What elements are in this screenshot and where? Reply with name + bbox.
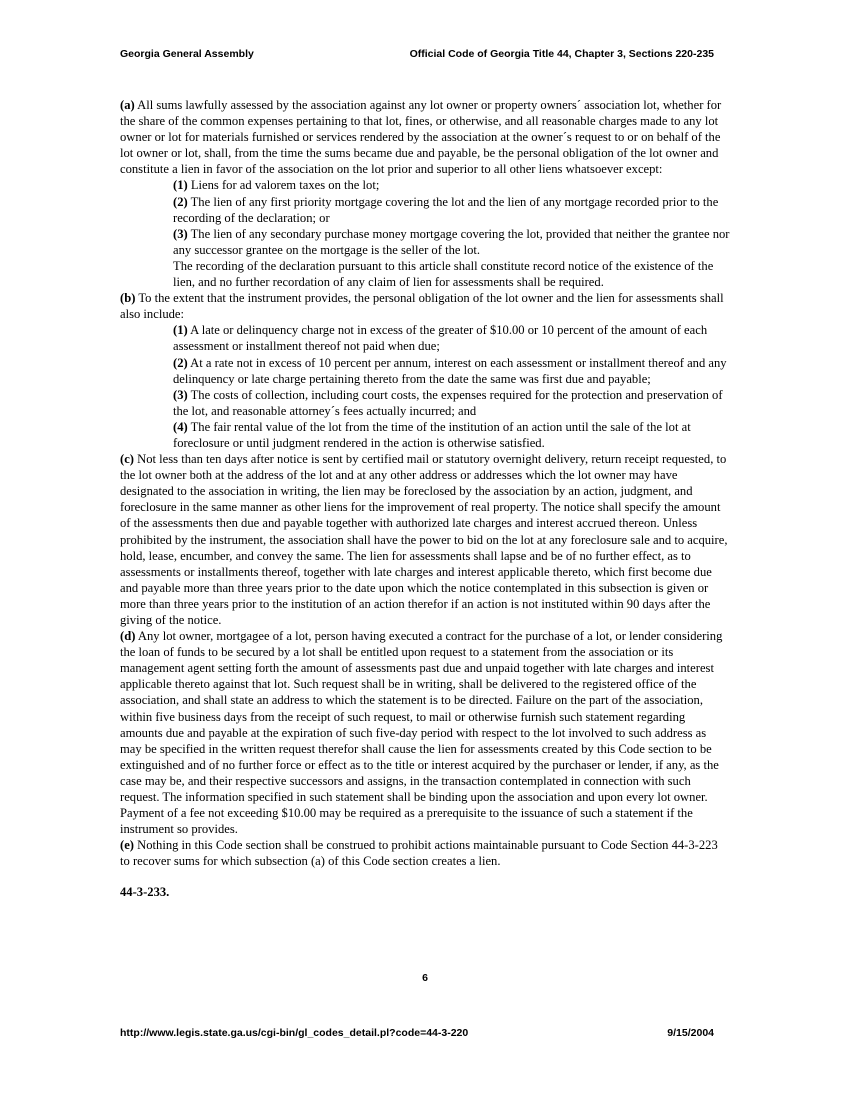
section-number: 44-3-233. — [120, 884, 170, 899]
paragraph-label: (3) — [173, 387, 188, 402]
paragraph-a-recording — [173, 258, 730, 290]
paragraph-text: Liens for ad valorem taxes on the lot; — [187, 178, 380, 193]
header-right: Official Code of Georgia Title 44, Chapter 3, Sections 220-235 — [409, 48, 714, 60]
paragraph-a-1 — [173, 177, 730, 193]
paragraph-label: (c) — [120, 452, 134, 467]
paragraph-d — [120, 628, 730, 837]
paragraph-text: At a rate not in excess of 10 percent per annum, interest on each assessment or installment thereof and any delinquency or late charge pertaining thereto from the date the same was first due and payable; — [173, 355, 727, 386]
footer-date: 9/15/2004 — [667, 1027, 714, 1039]
paragraph-label: (1) — [173, 178, 188, 193]
paragraph-label: (2) — [173, 355, 188, 370]
paragraph-label: (b) — [120, 291, 136, 306]
paragraph-label: (a) — [120, 98, 135, 112]
paragraph-label: (2) — [173, 194, 188, 209]
paragraph-text: The fair rental value of the lot from the time of the institution of an action until the sale of the lot at foreclosure or until judgment rendered in the action is otherwise satisfied. — [173, 419, 691, 450]
paragraph-b — [120, 290, 730, 322]
paragraph-label: (d) — [120, 629, 136, 644]
paragraph-b-3 — [173, 387, 730, 419]
paragraph-a — [120, 97, 730, 177]
paragraph-label: (3) — [173, 226, 188, 241]
paragraph-text: Not less than ten days after notice is sent by certified mail or statutory overnight delivery, return receipt requested, to the lot owner both at the address of the lot and at any other address or addresses which the lot owner may have designated to the association in writing, the lien may be foreclosed by the association by an action, judgment, and foreclosure in the same manner as other liens for the improvement of real property. The notice shall specify the amount of the assessments then due and payable together with authorized late charges and interest accrued thereon. Unless prohibited by the instrument, the association shall have the power to bid on the lot at any foreclosure sale and to acquire, hold, lease, encumber, and convey the same. The lien for assessments shall lapse and be of no further effect, as to assessments or installments thereof, together with late charges and interest applicable thereto, which first become due and payable more than three years prior to the date upon which the notice contemplated in this subsection is given or more than three years prior to the institution of an action therefor if an action is not instituted within 90 days after the giving of the notice. — [120, 452, 728, 627]
paragraph-label: (e) — [120, 838, 134, 853]
paragraph-text: The lien of any first priority mortgage covering the lot and the lien of any mortgage recorded prior to the recording of the declaration; or — [173, 194, 719, 225]
paragraph-text: To the extent that the instrument provides, the personal obligation of the lot owner and the lien for assessments shall also include: — [120, 291, 724, 322]
paragraph-text: Nothing in this Code section shall be construed to prohibit actions maintainable pursuant to Code Section 44-3-223 to recover sums for which subsection (a) of this Code section creates a lien. — [120, 838, 718, 869]
footer-url: http://www.legis.state.ga.us/cgi-bin/gl_codes_detail.pl?code=44-3-220 — [120, 1027, 469, 1039]
paragraph-b-1 — [173, 322, 730, 354]
paragraph-a-2 — [173, 194, 730, 226]
paragraph-text: Any lot owner, mortgagee of a lot, person having executed a contract for the purchase of a lot, or lender considering the loan of funds to be secured by a lot shall be entitled upon request to a statement from the association or its management agent setting forth the amount of assessments past due and unpaid together with late charges and interest applicable thereto against that lot. Such request shall be in writing, shall be delivered to the registered office of the association, and shall state an address to which the statement is to be directed. Failure on the part of the association, within five business days from the receipt of such request, to mail or otherwise furnish such statement regarding amounts due and payable at the expiration of such five-day period with respect to the lot involved to such address as may be specified in the written request therefor shall cause the lien for assessments created by this Code section to be extinguished and of no further force or effect as to the title or interest acquired by the purchaser or lender, if any, as the case may be, and their respective successors and assigns, in the transaction contemplated in connection with such request. The information specified in such statement shall be binding upon the association and upon every lot owner. Payment of a fee not exceeding $10.00 may be required as a prerequisite to the issuance of such a statement if the instrument so provides. — [120, 629, 723, 837]
paragraph-text: All sums lawfully assessed by the association against any lot owner or property owners´ association lot, whether for the share of the common expenses pertaining to that lot, fines, or otherwise, and all reasonable charges made to any lot owner or lot for materials furnished or services rendered by the association at the owner´s request to or on behalf of the lot owner or lot, shall, from the time the sums became due and payable, be the personal obligation of the lot owner and constitute a lien in favor of the association on the lot prior and superior to all other liens whatsoever except: — [120, 98, 722, 177]
paragraph-label: (1) — [173, 323, 188, 338]
paragraph-c — [120, 451, 730, 628]
paragraph-text: A late or delinquency charge not in excess of the greater of $10.00 or 10 percent of the amount of each assessment or installment thereof not paid when due; — [173, 323, 708, 354]
document-body — [120, 97, 730, 900]
paragraph-text: The costs of collection, including court costs, the expenses required for the protection and preservation of the lot, and reasonable attorney´s fees actually incurred; and — [173, 387, 723, 418]
paragraph-a-3 — [173, 226, 730, 258]
page-number: 6 — [422, 972, 428, 984]
paragraph-label: (4) — [173, 419, 188, 434]
header-left: Georgia General Assembly — [120, 48, 254, 60]
paragraph-b-4 — [173, 419, 730, 451]
paragraph-e — [120, 837, 730, 869]
paragraph-text: The lien of any secondary purchase money mortgage covering the lot, provided that neither the grantee nor any successor grantee on the mortgage is the seller of the lot. — [173, 226, 730, 257]
paragraph-text: The recording of the declaration pursuant to this article shall constitute record notice of the existence of the lien, and no further recordation of any claim of lien for assessments shall be required. — [173, 258, 714, 290]
paragraph-b-2 — [173, 355, 730, 387]
